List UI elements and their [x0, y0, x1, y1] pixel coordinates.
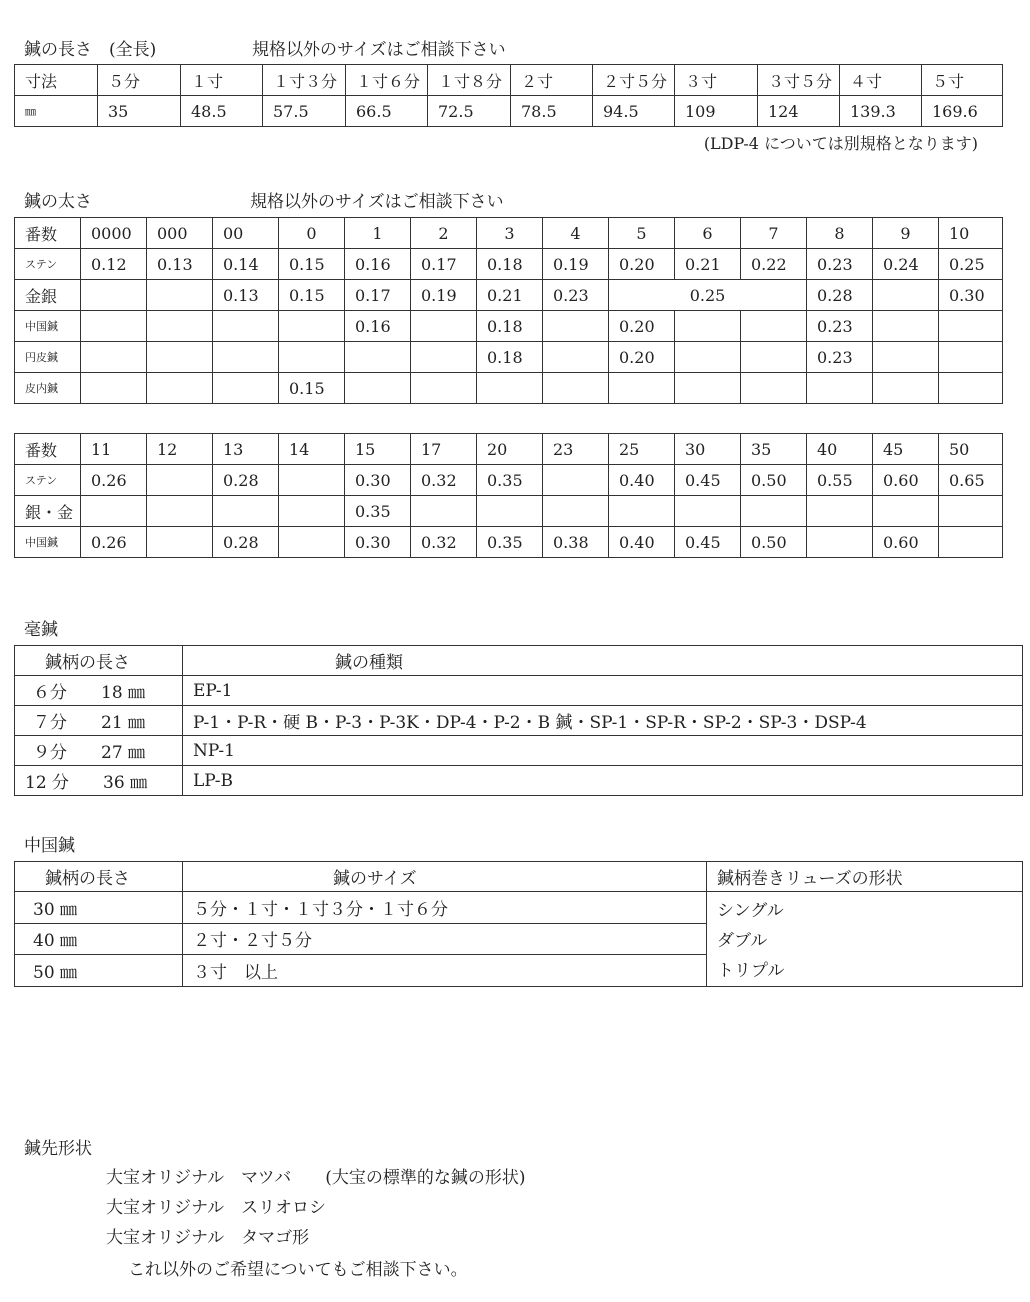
thickness-title: 鍼の太さ — [24, 192, 92, 212]
thickness-header: 4 — [543, 218, 609, 249]
table-cell — [939, 496, 1003, 527]
thickness-header: 40 — [807, 434, 873, 465]
table-cell — [807, 496, 873, 527]
table-cell — [477, 496, 543, 527]
table-cell: 0.28 — [807, 280, 873, 311]
table-cell: 0.35 — [477, 465, 543, 496]
table-row — [15, 892, 1023, 924]
length-value: 78.5 — [511, 96, 593, 127]
table-row — [15, 311, 1003, 342]
table-cell: 0.20 — [609, 249, 675, 280]
table-cell: 0.65 — [939, 465, 1003, 496]
table-cell — [411, 373, 477, 404]
table-cell: 0.23 — [807, 249, 873, 280]
handle-length: 40 ㎜ — [15, 923, 183, 955]
row-label: 銀・金 — [15, 496, 81, 527]
length-table — [14, 64, 1003, 127]
haoshin-table — [14, 645, 1023, 796]
table-cell — [147, 342, 213, 373]
table-cell: 0.18 — [477, 249, 543, 280]
row-label: 皮内鍼 — [15, 373, 81, 404]
table-cell: 0.14 — [213, 249, 279, 280]
thickness-header: 00 — [213, 218, 279, 249]
thickness-table-2 — [14, 433, 1003, 558]
thickness-header: 12 — [147, 434, 213, 465]
tip-line: 大宝オリジナル マツバ (大宝の標準的な鍼の形状) — [106, 1168, 526, 1188]
table-cell — [213, 311, 279, 342]
needle-size: ３寸 以上 — [183, 955, 707, 987]
length-header: ２寸５分 — [593, 65, 675, 96]
tip-line: 大宝オリジナル タマゴ形 — [106, 1228, 310, 1248]
table-cell — [873, 373, 939, 404]
merged-cell: 0.25 — [609, 280, 807, 311]
table-cell: 0.35 — [345, 496, 411, 527]
handle-length: 30 ㎜ — [15, 892, 183, 924]
table-row — [15, 676, 1023, 706]
length-value: 72.5 — [428, 96, 511, 127]
table-cell — [609, 373, 675, 404]
length-value: 94.5 — [593, 96, 675, 127]
length-value: 57.5 — [263, 96, 346, 127]
table-cell — [213, 373, 279, 404]
ryuzu-shape-list — [707, 892, 1023, 987]
length-header: ３寸５分 — [758, 65, 840, 96]
length-header: ５分 — [98, 65, 181, 96]
table-cell: 0.25 — [939, 249, 1003, 280]
table-cell — [873, 342, 939, 373]
thickness-header: 20 — [477, 434, 543, 465]
thickness-header: 15 — [345, 434, 411, 465]
length-header: １寸６分 — [346, 65, 428, 96]
table-cell: 0.23 — [807, 342, 873, 373]
table-cell — [873, 280, 939, 311]
row-label: 中国鍼 — [15, 311, 81, 342]
thickness-header: 25 — [609, 434, 675, 465]
table-cell — [279, 342, 345, 373]
table-cell: 0.30 — [939, 280, 1003, 311]
needle-types: EP-1 — [183, 676, 1023, 706]
table-cell: 0.40 — [609, 465, 675, 496]
length-header: ４寸 — [840, 65, 922, 96]
table-cell: 0.19 — [543, 249, 609, 280]
table-cell — [81, 311, 147, 342]
chinese-header: 鍼柄の長さ — [15, 862, 183, 892]
chinese-title: 中国鍼 — [24, 836, 75, 856]
table-cell: 0.38 — [543, 527, 609, 558]
chinese-header-row — [15, 862, 1023, 892]
thickness-header: 0000 — [81, 218, 147, 249]
table-cell: 0.16 — [345, 249, 411, 280]
table-row — [15, 373, 1003, 404]
tip-closing: これ以外のご希望についてもご相談下さい。 — [128, 1260, 468, 1280]
thickness-header: 5 — [609, 218, 675, 249]
table-cell: 0.35 — [477, 527, 543, 558]
table-cell — [81, 373, 147, 404]
row-label: ステン — [15, 249, 81, 280]
length-value: 169.6 — [922, 96, 1003, 127]
table-cell — [609, 496, 675, 527]
length-value: 124 — [758, 96, 840, 127]
table-cell — [543, 373, 609, 404]
thickness-header: 10 — [939, 218, 1003, 249]
table-row — [15, 736, 1023, 766]
length-header: 寸法 — [15, 65, 98, 96]
thickness-header: 9 — [873, 218, 939, 249]
table-cell — [279, 496, 345, 527]
table-cell: 0.32 — [411, 527, 477, 558]
handle-length: ９分 27 ㎜ — [15, 736, 183, 766]
thickness-header: 11 — [81, 434, 147, 465]
table-cell: 0.13 — [213, 280, 279, 311]
table-cell: 0.20 — [609, 311, 675, 342]
table-cell — [873, 496, 939, 527]
table-cell: 0.15 — [279, 249, 345, 280]
thickness-header-row — [15, 218, 1003, 249]
table-cell: 0.50 — [741, 527, 807, 558]
table-cell: 0.18 — [477, 342, 543, 373]
table-row — [15, 766, 1023, 796]
chinese-header: 鍼柄巻きリューズの形状 — [707, 862, 1023, 892]
table-cell — [873, 311, 939, 342]
table-cell — [147, 496, 213, 527]
haoshin-title: 毫鍼 — [24, 620, 58, 640]
table-cell: 0.45 — [675, 527, 741, 558]
table-cell — [411, 496, 477, 527]
table-cell: 0.22 — [741, 249, 807, 280]
length-value: 48.5 — [181, 96, 263, 127]
table-cell: 0.55 — [807, 465, 873, 496]
haoshin-header: 鍼の種類 — [183, 646, 1023, 676]
table-cell — [675, 496, 741, 527]
thickness-header: 45 — [873, 434, 939, 465]
haoshin-header-row — [15, 646, 1023, 676]
length-header: ２寸 — [511, 65, 593, 96]
table-cell — [939, 342, 1003, 373]
table-row — [15, 465, 1003, 496]
tip-title: 鍼先形状 — [24, 1139, 92, 1159]
table-cell — [279, 465, 345, 496]
thickness-header: 0 — [279, 218, 345, 249]
handle-length: ７分 21 ㎜ — [15, 706, 183, 736]
table-cell — [543, 465, 609, 496]
table-cell — [543, 311, 609, 342]
table-cell — [345, 373, 411, 404]
thickness-header: 2 — [411, 218, 477, 249]
table-cell — [345, 342, 411, 373]
table-cell — [411, 342, 477, 373]
length-header: １寸 — [181, 65, 263, 96]
table-cell — [741, 342, 807, 373]
length-unit: ㎜ — [15, 96, 98, 127]
length-header: ３寸 — [675, 65, 758, 96]
table-cell: 0.60 — [873, 465, 939, 496]
thickness-header: 13 — [213, 434, 279, 465]
row-label: 金銀 — [15, 280, 81, 311]
table-row — [15, 342, 1003, 373]
thickness-header: 23 — [543, 434, 609, 465]
chinese-table — [14, 861, 1023, 987]
table-cell: 0.18 — [477, 311, 543, 342]
table-cell: 0.17 — [411, 249, 477, 280]
table-row — [15, 496, 1003, 527]
table-cell: 0.30 — [345, 465, 411, 496]
needle-types: P-1・P-R・硬 B・P-3・P-3K・DP-4・P-2・B 鍼・SP-1・SP-R・SP-2・SP-3・DSP-4 — [183, 706, 1023, 736]
handle-length: ６分 18 ㎜ — [15, 676, 183, 706]
table-cell — [81, 280, 147, 311]
thickness-header: 7 — [741, 218, 807, 249]
table-cell — [675, 342, 741, 373]
length-header: １寸８分 — [428, 65, 511, 96]
length-note: 規格以外のサイズはご相談下さい — [252, 40, 506, 60]
thickness-header: 6 — [675, 218, 741, 249]
table-row — [15, 280, 1003, 311]
table-cell: 0.50 — [741, 465, 807, 496]
thickness-header: 50 — [939, 434, 1003, 465]
thickness-header: 17 — [411, 434, 477, 465]
table-cell — [147, 465, 213, 496]
thickness-header: 3 — [477, 218, 543, 249]
ryuzu-shape: ダブル — [717, 931, 768, 951]
needle-types: NP-1 — [183, 736, 1023, 766]
table-cell: 0.60 — [873, 527, 939, 558]
table-cell — [741, 311, 807, 342]
table-cell: 0.21 — [675, 249, 741, 280]
table-cell: 0.28 — [213, 465, 279, 496]
thickness-header: 30 — [675, 434, 741, 465]
row-label: 中国鍼 — [15, 527, 81, 558]
table-cell: 0.23 — [543, 280, 609, 311]
table-cell: 0.45 — [675, 465, 741, 496]
table-row — [15, 527, 1003, 558]
table-cell: 0.40 — [609, 527, 675, 558]
table-cell: 0.13 — [147, 249, 213, 280]
haoshin-header: 鍼柄の長さ — [15, 646, 183, 676]
length-value: 66.5 — [346, 96, 428, 127]
table-cell — [477, 373, 543, 404]
table-cell — [675, 311, 741, 342]
needle-size: ２寸・２寸５分 — [183, 923, 707, 955]
thickness-note: 規格以外のサイズはご相談下さい — [250, 192, 504, 212]
thickness-header-row — [15, 434, 1003, 465]
needle-size: ５分・１寸・１寸３分・１寸６分 — [183, 892, 707, 924]
handle-length: 50 ㎜ — [15, 955, 183, 987]
chinese-header: 鍼のサイズ — [183, 862, 707, 892]
table-cell — [543, 342, 609, 373]
length-value: 35 — [98, 96, 181, 127]
thickness-header: 14 — [279, 434, 345, 465]
table-cell: 0.20 — [609, 342, 675, 373]
length-value: 109 — [675, 96, 758, 127]
table-cell: 0.23 — [807, 311, 873, 342]
table-cell — [543, 496, 609, 527]
thickness-header: 35 — [741, 434, 807, 465]
table-cell — [213, 342, 279, 373]
table-cell — [147, 311, 213, 342]
thickness-header: 番数 — [15, 218, 81, 249]
table-cell — [741, 496, 807, 527]
thickness-header: 1 — [345, 218, 411, 249]
table-cell — [807, 373, 873, 404]
ryuzu-shape: トリプル — [717, 961, 785, 981]
table-cell: 0.12 — [81, 249, 147, 280]
table-cell: 0.17 — [345, 280, 411, 311]
table-row — [15, 706, 1023, 736]
table-cell — [279, 527, 345, 558]
table-cell — [741, 373, 807, 404]
table-cell: 0.26 — [81, 465, 147, 496]
table-row — [15, 249, 1003, 280]
length-header: ５寸 — [922, 65, 1003, 96]
length-title: 鍼の長さ (全長) — [24, 40, 157, 60]
table-cell — [213, 496, 279, 527]
tip-line: 大宝オリジナル スリオロシ — [106, 1198, 326, 1218]
ryuzu-shape: シングル — [717, 901, 784, 921]
table-cell — [147, 527, 213, 558]
table-cell — [675, 373, 741, 404]
table-cell — [939, 527, 1003, 558]
table-cell: 0.15 — [279, 373, 345, 404]
length-header: １寸３分 — [263, 65, 346, 96]
table-cell — [147, 280, 213, 311]
table-cell — [81, 496, 147, 527]
thickness-table-1 — [14, 217, 1003, 404]
handle-length: 12 分 36 ㎜ — [15, 766, 183, 796]
table-cell — [939, 311, 1003, 342]
table-cell — [939, 373, 1003, 404]
length-footnote: (LDP-4 については別規格となります) — [703, 134, 978, 153]
table-cell — [147, 373, 213, 404]
table-cell: 0.26 — [81, 527, 147, 558]
needle-types: LP-B — [183, 766, 1023, 796]
length-value-row — [15, 96, 1003, 127]
thickness-header: 000 — [147, 218, 213, 249]
table-cell — [279, 311, 345, 342]
table-cell: 0.24 — [873, 249, 939, 280]
table-cell: 0.21 — [477, 280, 543, 311]
table-cell — [81, 342, 147, 373]
table-cell — [807, 527, 873, 558]
table-cell: 0.30 — [345, 527, 411, 558]
table-cell: 0.16 — [345, 311, 411, 342]
table-cell: 0.28 — [213, 527, 279, 558]
length-header-row — [15, 65, 1003, 96]
table-cell: 0.19 — [411, 280, 477, 311]
table-cell — [411, 311, 477, 342]
table-cell: 0.15 — [279, 280, 345, 311]
length-value: 139.3 — [840, 96, 922, 127]
thickness-header: 8 — [807, 218, 873, 249]
thickness-header: 番数 — [15, 434, 81, 465]
table-cell: 0.32 — [411, 465, 477, 496]
row-label: 円皮鍼 — [15, 342, 81, 373]
row-label: ステン — [15, 465, 81, 496]
